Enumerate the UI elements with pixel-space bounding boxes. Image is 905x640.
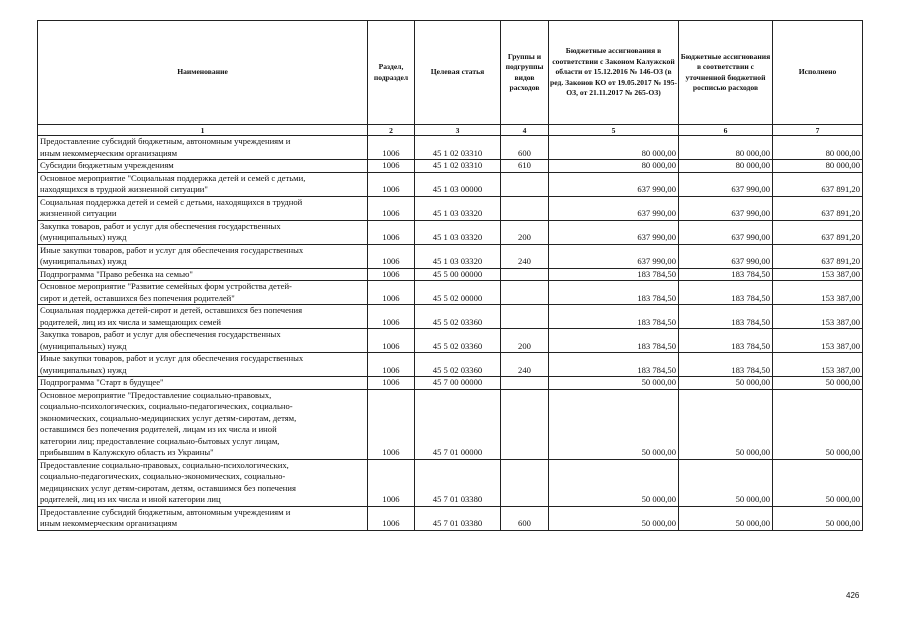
page-number: 426 bbox=[846, 591, 860, 600]
table-row bbox=[38, 377, 863, 390]
row-law-allocation: 50 000,00 bbox=[549, 389, 679, 459]
column-number: 4 bbox=[501, 125, 549, 136]
column-number: 6 bbox=[679, 125, 773, 136]
table-row bbox=[38, 329, 863, 353]
row-target: 45 1 02 03310 bbox=[415, 160, 501, 173]
column-number: 1 bbox=[38, 125, 368, 136]
row-refined-allocation: 637 990,00 bbox=[679, 196, 773, 220]
row-name: Субсидии бюджетным учреждениям bbox=[38, 160, 368, 173]
row-target: 45 7 01 00000 bbox=[415, 389, 501, 459]
row-group bbox=[501, 377, 549, 390]
row-section: 1006 bbox=[368, 268, 415, 281]
row-section: 1006 bbox=[368, 389, 415, 459]
table-row bbox=[38, 244, 863, 268]
row-group: 600 bbox=[501, 506, 549, 530]
row-refined-allocation: 80 000,00 bbox=[679, 160, 773, 173]
row-section: 1006 bbox=[368, 459, 415, 506]
row-law-allocation: 80 000,00 bbox=[549, 136, 679, 160]
row-law-allocation: 50 000,00 bbox=[549, 459, 679, 506]
budget-table bbox=[37, 20, 863, 531]
table-row bbox=[38, 353, 863, 377]
row-law-allocation: 50 000,00 bbox=[549, 377, 679, 390]
row-section: 1006 bbox=[368, 353, 415, 377]
row-refined-allocation: 50 000,00 bbox=[679, 389, 773, 459]
header-row bbox=[38, 21, 863, 125]
row-section: 1006 bbox=[368, 377, 415, 390]
row-section: 1006 bbox=[368, 506, 415, 530]
row-target: 45 1 03 03320 bbox=[415, 220, 501, 244]
row-executed: 50 000,00 bbox=[773, 389, 863, 459]
table-row bbox=[38, 389, 863, 459]
row-executed: 153 387,00 bbox=[773, 353, 863, 377]
row-executed: 50 000,00 bbox=[773, 377, 863, 390]
table-row bbox=[38, 281, 863, 305]
header-executed: Исполнено bbox=[773, 21, 863, 125]
row-executed: 153 387,00 bbox=[773, 268, 863, 281]
header-section: Раздел, подраздел bbox=[368, 21, 415, 125]
row-target: 45 5 02 03360 bbox=[415, 329, 501, 353]
row-name: Закупка товаров, работ и услуг для обеспечения государственных (муниципальных) нужд bbox=[38, 220, 368, 244]
row-section: 1006 bbox=[368, 220, 415, 244]
row-refined-allocation: 183 784,50 bbox=[679, 268, 773, 281]
row-section: 1006 bbox=[368, 196, 415, 220]
row-executed: 153 387,00 bbox=[773, 305, 863, 329]
row-group bbox=[501, 459, 549, 506]
row-name: Предоставление субсидий бюджетным, автономным учреждениям и иным некоммерческим организациям bbox=[38, 136, 368, 160]
row-group bbox=[501, 172, 549, 196]
row-law-allocation: 183 784,50 bbox=[549, 281, 679, 305]
row-target: 45 1 03 00000 bbox=[415, 172, 501, 196]
row-law-allocation: 637 990,00 bbox=[549, 244, 679, 268]
row-group: 240 bbox=[501, 244, 549, 268]
row-executed: 50 000,00 bbox=[773, 459, 863, 506]
row-refined-allocation: 183 784,50 bbox=[679, 305, 773, 329]
table-row bbox=[38, 220, 863, 244]
row-law-allocation: 183 784,50 bbox=[549, 305, 679, 329]
row-refined-allocation: 80 000,00 bbox=[679, 136, 773, 160]
row-refined-allocation: 637 990,00 bbox=[679, 220, 773, 244]
row-section: 1006 bbox=[368, 244, 415, 268]
column-number: 2 bbox=[368, 125, 415, 136]
column-number-row bbox=[38, 125, 863, 136]
row-group bbox=[501, 305, 549, 329]
row-target: 45 5 02 03360 bbox=[415, 353, 501, 377]
table-body bbox=[38, 136, 863, 531]
row-target: 45 1 03 03320 bbox=[415, 244, 501, 268]
row-name: Подпрограмма "Право ребенка на семью" bbox=[38, 268, 368, 281]
table-row bbox=[38, 172, 863, 196]
row-refined-allocation: 183 784,50 bbox=[679, 281, 773, 305]
row-refined-allocation: 50 000,00 bbox=[679, 506, 773, 530]
row-group: 200 bbox=[501, 220, 549, 244]
table-row bbox=[38, 305, 863, 329]
table-row bbox=[38, 196, 863, 220]
row-group: 600 bbox=[501, 136, 549, 160]
row-name: Основное мероприятие "Предоставление социально-правовых, социально-психологических, социально-педагогических, социально- экономических, социально-медицинских услуг детям-сиротам, детям, оставшимся без попечения родителей, лицам из их числа и иной категории лиц; предоставление социально-бытовых услуг лицам, прибывшим в Калужскую область из Украины" bbox=[38, 389, 368, 459]
row-target: 45 7 00 00000 bbox=[415, 377, 501, 390]
row-group bbox=[501, 196, 549, 220]
row-name: Социальная поддержка детей-сирот и детей, оставшихся без попечения родителей, лиц из их числа и замещающих семей bbox=[38, 305, 368, 329]
row-law-allocation: 183 784,50 bbox=[549, 268, 679, 281]
row-executed: 637 891,20 bbox=[773, 172, 863, 196]
column-number: 7 bbox=[773, 125, 863, 136]
column-number: 3 bbox=[415, 125, 501, 136]
row-name: Основное мероприятие "Социальная поддержка детей и семей с детьми, находящихся в трудной жизненной ситуации" bbox=[38, 172, 368, 196]
column-number: 5 bbox=[549, 125, 679, 136]
row-executed: 637 891,20 bbox=[773, 244, 863, 268]
table-row bbox=[38, 136, 863, 160]
row-law-allocation: 50 000,00 bbox=[549, 506, 679, 530]
row-refined-allocation: 637 990,00 bbox=[679, 244, 773, 268]
row-name: Основное мероприятие "Развитие семейных форм устройства детей- сирот и детей, оставшихся без попечения родителей" bbox=[38, 281, 368, 305]
header-refined-allocations: Бюджетные ассигнования в соответствии с уточненной бюджетной росписью расходов bbox=[679, 21, 773, 125]
row-target: 45 7 01 03380 bbox=[415, 506, 501, 530]
row-group bbox=[501, 281, 549, 305]
row-executed: 153 387,00 bbox=[773, 329, 863, 353]
row-target: 45 1 02 03310 bbox=[415, 136, 501, 160]
row-refined-allocation: 50 000,00 bbox=[679, 377, 773, 390]
header-law-allocations: Бюджетные ассигнования в соответствии с Законом Калужской области от 15.12.2016 № 146-ОЗ (в ред. Законов КО от 19.05.2017 № 195-ОЗ, от 21.11.2017 № 265-ОЗ) bbox=[549, 21, 679, 125]
row-name: Предоставление социально-правовых, социально-психологических, социально-педагогических, социально-экономических, социально- медицинских услуг детям-сиротам, детям, оставшимся без попечения родителей, лиц из их числа и иной категории лиц bbox=[38, 459, 368, 506]
header-target: Целевая статья bbox=[415, 21, 501, 125]
row-group: 200 bbox=[501, 329, 549, 353]
header-groups: Группы и подгруппы видов расходов bbox=[501, 21, 549, 125]
row-refined-allocation: 183 784,50 bbox=[679, 329, 773, 353]
row-refined-allocation: 183 784,50 bbox=[679, 353, 773, 377]
row-name: Закупка товаров, работ и услуг для обеспечения государственных (муниципальных) нужд bbox=[38, 329, 368, 353]
row-name: Подпрограмма "Старт в будущее" bbox=[38, 377, 368, 390]
row-section: 1006 bbox=[368, 160, 415, 173]
header-name: Наименование bbox=[38, 21, 368, 125]
table-row bbox=[38, 459, 863, 506]
row-section: 1006 bbox=[368, 172, 415, 196]
row-target: 45 5 00 00000 bbox=[415, 268, 501, 281]
row-law-allocation: 637 990,00 bbox=[549, 172, 679, 196]
row-name: Иные закупки товаров, работ и услуг для обеспечения государственных (муниципальных) нужд bbox=[38, 244, 368, 268]
row-name: Социальная поддержка детей и семей с детьми, находящихся в трудной жизненной ситуации bbox=[38, 196, 368, 220]
row-name: Предоставление субсидий бюджетным, автономным учреждениям и иным некоммерческим организациям bbox=[38, 506, 368, 530]
row-executed: 50 000,00 bbox=[773, 506, 863, 530]
row-group: 240 bbox=[501, 353, 549, 377]
row-executed: 80 000,00 bbox=[773, 160, 863, 173]
row-name: Иные закупки товаров, работ и услуг для обеспечения государственных (муниципальных) нужд bbox=[38, 353, 368, 377]
table-row bbox=[38, 506, 863, 530]
row-section: 1006 bbox=[368, 329, 415, 353]
row-group bbox=[501, 268, 549, 281]
row-target: 45 5 02 03360 bbox=[415, 305, 501, 329]
row-law-allocation: 183 784,50 bbox=[549, 329, 679, 353]
row-group bbox=[501, 389, 549, 459]
row-section: 1006 bbox=[368, 136, 415, 160]
row-target: 45 1 03 03320 bbox=[415, 196, 501, 220]
row-target: 45 5 02 00000 bbox=[415, 281, 501, 305]
row-executed: 153 387,00 bbox=[773, 281, 863, 305]
row-executed: 637 891,20 bbox=[773, 220, 863, 244]
row-executed: 80 000,00 bbox=[773, 136, 863, 160]
table-row bbox=[38, 160, 863, 173]
row-target: 45 7 01 03380 bbox=[415, 459, 501, 506]
row-law-allocation: 183 784,50 bbox=[549, 353, 679, 377]
row-refined-allocation: 637 990,00 bbox=[679, 172, 773, 196]
row-law-allocation: 80 000,00 bbox=[549, 160, 679, 173]
row-group: 610 bbox=[501, 160, 549, 173]
row-section: 1006 bbox=[368, 281, 415, 305]
row-executed: 637 891,20 bbox=[773, 196, 863, 220]
table-row bbox=[38, 268, 863, 281]
row-law-allocation: 637 990,00 bbox=[549, 220, 679, 244]
row-law-allocation: 637 990,00 bbox=[549, 196, 679, 220]
row-refined-allocation: 50 000,00 bbox=[679, 459, 773, 506]
budget-sheet bbox=[37, 20, 863, 531]
row-section: 1006 bbox=[368, 305, 415, 329]
